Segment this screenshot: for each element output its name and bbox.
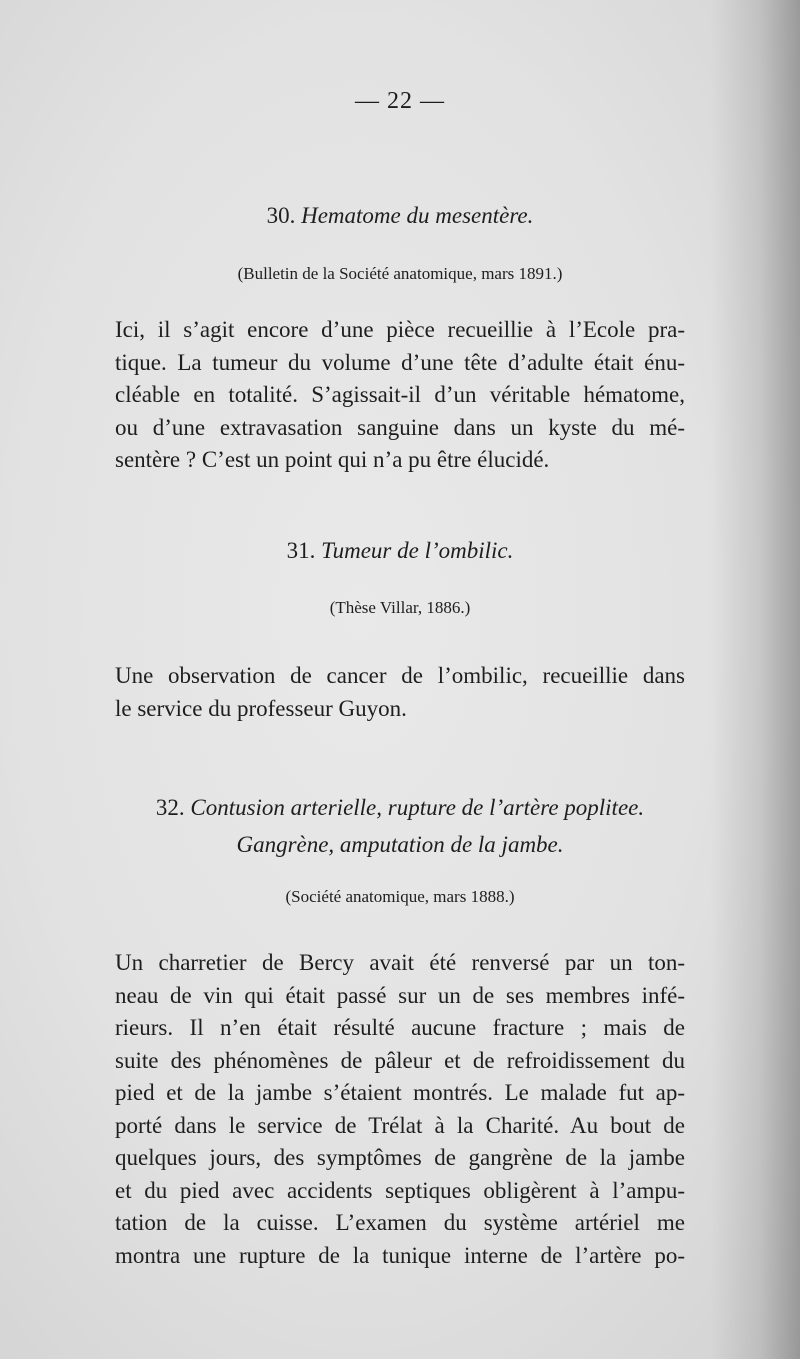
section-number: 31. xyxy=(286,538,316,563)
body-line: quelques jours, des symptômes de gangrène de la jambe xyxy=(115,1145,685,1170)
section-32-source: (Société anatomique, mars 1888.) xyxy=(285,887,515,906)
section-number: 32. xyxy=(155,795,185,820)
body-line: ou d’une extravasation sanguine dans un kyste du mé- xyxy=(115,414,685,440)
section-number: 30. xyxy=(266,203,296,228)
body-line: Un charretier de Bercy avait été renversé par un ton- xyxy=(115,950,685,975)
body-line: neau de vin qui était passé sur un de ses membres infé- xyxy=(115,982,685,1008)
section-32-heading-line-2 xyxy=(0,832,800,858)
body-line: le service du professeur Guyon. xyxy=(115,695,407,721)
body-line: pied et de la jambe s’étaient montrés. Le malade fut ap- xyxy=(115,1080,685,1105)
section-32-heading xyxy=(0,795,800,821)
body-line: tation de la cuisse. L’examen du système artériel me xyxy=(115,1210,685,1235)
section-30-source: (Bulletin de la Société anatomique, mars 1891.) xyxy=(237,264,563,283)
page-number: — 22 — xyxy=(355,88,445,114)
section-31-source: (Thèse Villar, 1886.) xyxy=(329,598,471,617)
body-line: cléable en totalité. S’agissait-il d’un véritable hématome, xyxy=(115,382,685,407)
body-line: Ici, il s’agit encore d’une pièce recueillie à l’Ecole pra- xyxy=(115,317,685,342)
section-title: Tumeur de l’ombilic. xyxy=(321,538,514,563)
section-31-heading xyxy=(0,538,800,564)
section-title-continued: Gangrène, amputation de la jambe. xyxy=(236,832,564,857)
section-31-body xyxy=(115,660,685,725)
body-line: rieurs. Il n’en était résulté aucune fracture ; mais de xyxy=(115,1015,685,1040)
section-32-body xyxy=(115,947,685,1272)
section-30-heading xyxy=(0,203,800,229)
body-line: Une observation de cancer de l’ombilic, recueillie dans xyxy=(115,663,685,688)
section-30-body xyxy=(115,314,685,477)
section-title: Hematome du mesentère. xyxy=(301,203,534,228)
body-line: porté dans le service de Trélat à la Charité. Au bout de xyxy=(115,1112,685,1138)
body-line: tique. La tumeur du volume d’une tête d’adulte était énu- xyxy=(115,349,685,375)
body-line: et du pied avec accidents septiques obligèrent à l’ampu- xyxy=(115,1177,685,1203)
body-line: sentère ? C’est un point qui n’a pu être élucidé. xyxy=(115,447,550,472)
body-line: montra une rupture de la tunique interne de l’artère po- xyxy=(115,1242,685,1268)
body-line: suite des phénomènes de pâleur et de refroidissement du xyxy=(115,1047,685,1073)
section-title: Contusion arterielle, rupture de l’artère poplitee. xyxy=(190,795,645,820)
